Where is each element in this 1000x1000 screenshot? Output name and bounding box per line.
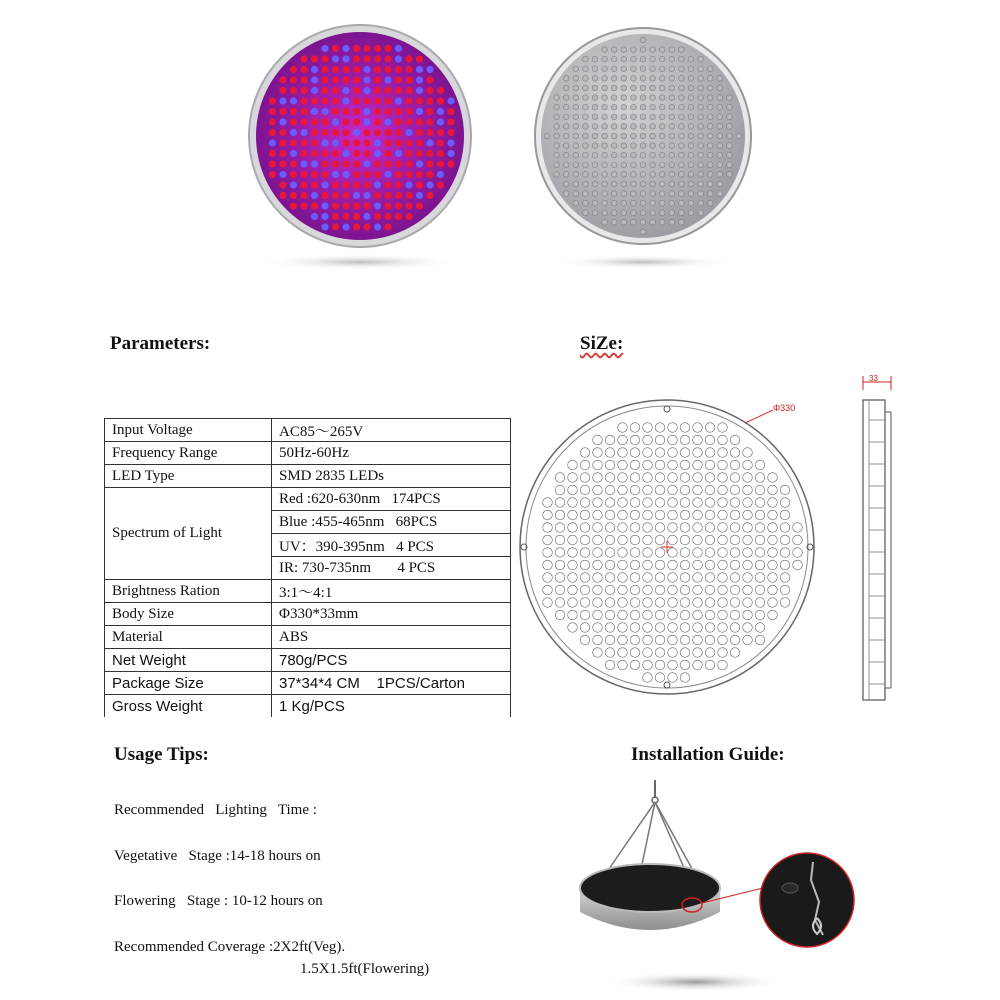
size-drawing-front bbox=[515, 395, 820, 700]
material-label: Material bbox=[105, 626, 272, 649]
table-row bbox=[105, 442, 511, 465]
coverage-text-line2: 1.5X1.5ft(Flowering) bbox=[300, 961, 430, 977]
gross-weight-label: Gross Weight bbox=[105, 695, 272, 718]
vegetative-text: Vegetative Stage :14-18 hours on bbox=[114, 848, 321, 864]
package-size-label: Package Size bbox=[105, 672, 272, 695]
table-row bbox=[105, 672, 511, 695]
table-row bbox=[105, 419, 511, 442]
table-row bbox=[105, 465, 511, 488]
size-drawing-side bbox=[855, 372, 900, 707]
material-value: ABS bbox=[272, 626, 511, 649]
parameters-table bbox=[104, 418, 511, 717]
led-type-value: SMD 2835 LEDs bbox=[272, 465, 511, 488]
table-row bbox=[105, 649, 511, 672]
frequency-range-label: Frequency Range bbox=[105, 442, 272, 465]
parameters-heading: Parameters: bbox=[110, 333, 211, 354]
body-size-label: Body Size bbox=[105, 603, 272, 626]
led-type-label: LED Type bbox=[105, 465, 272, 488]
body-size-value: Φ330*33mm bbox=[272, 603, 511, 626]
diameter-label: Φ330 bbox=[773, 403, 796, 413]
gross-weight-value: 1 Kg/PCS bbox=[272, 695, 511, 718]
table-row bbox=[105, 695, 511, 718]
installation-photo bbox=[575, 770, 875, 995]
product-front-photo bbox=[240, 16, 480, 276]
input-voltage-label: Input Voltage bbox=[105, 419, 272, 442]
brightness-ration-value: 3:1～4:1 bbox=[272, 580, 511, 603]
table-row bbox=[105, 580, 511, 603]
table-row bbox=[105, 626, 511, 649]
usage-tips-heading: Usage Tips: bbox=[114, 744, 209, 765]
installation-guide-heading: Installation Guide: bbox=[631, 744, 785, 765]
recommended-time-text: Recommended Lighting Time : bbox=[114, 802, 317, 818]
spectrum-red: Red :620-630nm 174PCS bbox=[272, 488, 511, 511]
depth-label: 33 bbox=[869, 374, 878, 383]
spectrum-blue: Blue :455-465nm 68PCS bbox=[272, 511, 511, 534]
spectrum-label: Spectrum of Light bbox=[105, 488, 272, 580]
brightness-ration-label: Brightness Ration bbox=[105, 580, 272, 603]
flowering-text: Flowering Stage : 10-12 hours on bbox=[114, 893, 323, 909]
spectrum-uv: UV：390-395nm 4 PCS bbox=[272, 534, 511, 557]
table-row bbox=[105, 488, 511, 511]
spectrum-ir: IR: 730-735nm 4 PCS bbox=[272, 557, 511, 580]
table-row bbox=[105, 603, 511, 626]
net-weight-label: Net Weight bbox=[105, 649, 272, 672]
input-voltage-value: AC85～265V bbox=[272, 419, 511, 442]
package-size-value: 37*34*4 CM 1PCS/Carton bbox=[272, 672, 511, 695]
product-back-photo bbox=[528, 16, 758, 276]
size-heading: SiZe: bbox=[580, 333, 624, 354]
frequency-range-value: 50Hz-60Hz bbox=[272, 442, 511, 465]
coverage-text-line1: Recommended Coverage :2X2ft(Veg). bbox=[114, 939, 346, 955]
net-weight-value: 780g/PCS bbox=[272, 649, 511, 672]
